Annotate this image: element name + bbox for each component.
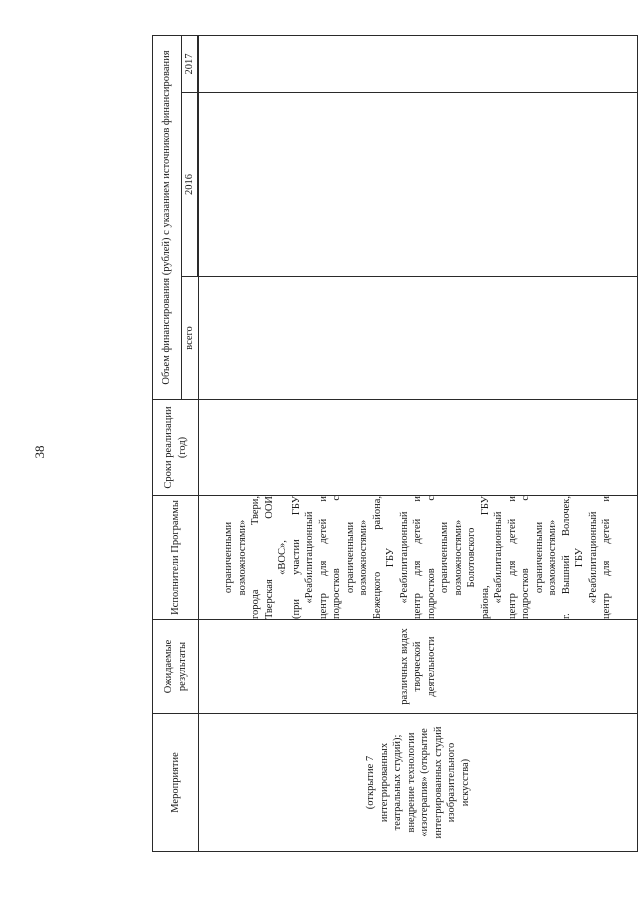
cell-executors [199, 496, 638, 620]
text-line: творческой [412, 641, 424, 692]
rotated-table-container [152, 36, 638, 852]
text-line: Болотовского [466, 527, 478, 588]
text-line: Бежецкого района, [371, 496, 383, 619]
header-executors: Исполнители Программы [153, 496, 199, 620]
header-2017: 2017 [182, 35, 198, 92]
header-period: Сроки реализации (год) [153, 400, 199, 496]
header-activity: Мероприятие [153, 714, 199, 852]
executors-lines [222, 496, 614, 619]
text-line: центр для детей и [412, 496, 424, 619]
header-funding: Объем финансирования (рублей) с указанием источников финансирования [153, 35, 182, 399]
cell-activity [199, 714, 638, 852]
results-lines [398, 620, 439, 713]
text-line: возможностями» [358, 519, 370, 596]
text-line: г. Вышний Волочек, [560, 496, 572, 619]
text-line: ограниченными [533, 521, 545, 594]
header-row [153, 35, 182, 851]
text-line: интегрированных [378, 742, 390, 823]
text-line: «Реабилитационный [398, 511, 410, 604]
text-line: внедрение технологии [405, 732, 417, 833]
text-line: (при участии ГБУ [290, 496, 302, 619]
text-line: театральных студий); [392, 734, 404, 831]
header-total: всего [182, 277, 199, 400]
activity-lines [364, 714, 472, 851]
text-line: «ВОС», [277, 540, 289, 575]
text-line: (открытие 7 [365, 755, 377, 810]
cell-period [199, 400, 638, 496]
text-line: ограниченными [223, 521, 235, 594]
text-line: ГБУ [385, 547, 397, 568]
text-line: центр для детей и [601, 496, 613, 619]
text-line: ограниченными [439, 521, 451, 594]
header-results: Ожидаемые результаты [153, 620, 199, 714]
text-line: Тверская ООИ [263, 496, 275, 619]
cell-results [199, 620, 638, 714]
text-line: района, ГБУ [479, 496, 491, 619]
text-line: «Реабилитационный [304, 511, 316, 604]
text-line: деятельности [425, 636, 437, 697]
text-line: ГБУ [574, 547, 586, 568]
text-line: ограниченными [344, 521, 356, 594]
cell-2017 [199, 35, 638, 92]
page-number: 38 [32, 445, 47, 459]
cell-2016 [199, 93, 638, 277]
text-line: изобразительного [446, 742, 458, 823]
text-line: подростков с [520, 496, 532, 619]
cell-total [199, 277, 638, 400]
text-line: возможностями» [236, 519, 248, 596]
text-line: различных видах [398, 628, 410, 705]
text-line: возможностями» [452, 519, 464, 596]
program-table [152, 35, 638, 852]
header-2016: 2016 [182, 93, 198, 277]
text-line: возможностями» [547, 519, 559, 596]
text-line: центр для детей и [506, 496, 518, 619]
text-line: города Твери, [250, 496, 262, 619]
text-line: интегрированных студий [432, 726, 444, 839]
text-line: подростков с [331, 496, 343, 619]
text-line: «изотерапия» (открытие [419, 728, 431, 837]
text-line: центр для детей и [317, 496, 329, 619]
text-line: искусства) [459, 758, 471, 807]
text-line: «Реабилитационный [587, 511, 599, 604]
text-line: «Реабилитационный [493, 511, 505, 604]
table-row [199, 35, 638, 851]
text-line: подростков с [425, 496, 437, 619]
